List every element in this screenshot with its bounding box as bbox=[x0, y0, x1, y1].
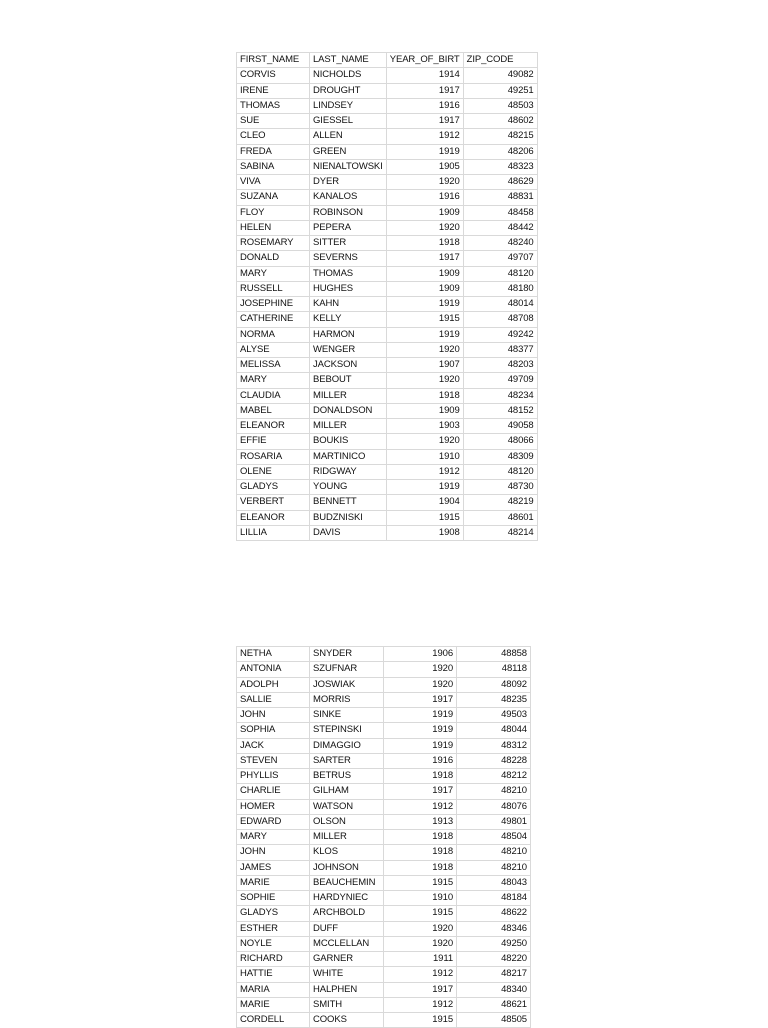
cell-last-name: ARCHBOLD bbox=[310, 906, 384, 921]
table-row bbox=[237, 525, 538, 540]
cell-first-name: NOYLE bbox=[237, 936, 310, 951]
cell-first-name: NORMA bbox=[237, 327, 310, 342]
cell-first-name: GLADYS bbox=[237, 480, 310, 495]
cell-first-name: ELEANOR bbox=[237, 419, 310, 434]
cell-first-name: CATHERINE bbox=[237, 312, 310, 327]
cell-zip-code: 48184 bbox=[457, 891, 531, 906]
cell-year-of-birth: 1915 bbox=[386, 312, 463, 327]
cell-zip-code: 48120 bbox=[463, 266, 537, 281]
cell-zip-code: 48858 bbox=[457, 647, 531, 662]
cell-first-name: FREDA bbox=[237, 144, 310, 159]
cell-zip-code: 48377 bbox=[463, 342, 537, 357]
cell-last-name: KAHN bbox=[310, 297, 387, 312]
cell-year-of-birth: 1917 bbox=[384, 692, 457, 707]
header-first-name: FIRST_NAME bbox=[237, 53, 310, 68]
cell-year-of-birth: 1915 bbox=[384, 906, 457, 921]
table-row bbox=[237, 175, 538, 190]
cell-zip-code: 48212 bbox=[457, 769, 531, 784]
table-row bbox=[237, 723, 531, 738]
table-row bbox=[237, 358, 538, 373]
cell-last-name: WHITE bbox=[310, 967, 384, 982]
cell-zip-code: 49251 bbox=[463, 83, 537, 98]
cell-year-of-birth: 1919 bbox=[386, 144, 463, 159]
cell-last-name: BEAUCHEMIN bbox=[310, 875, 384, 890]
table-row bbox=[237, 266, 538, 281]
cell-zip-code: 48240 bbox=[463, 236, 537, 251]
spreadsheet-table-bottom bbox=[236, 646, 531, 1028]
cell-zip-code: 48504 bbox=[457, 830, 531, 845]
cell-zip-code: 49250 bbox=[457, 936, 531, 951]
cell-first-name: MARIA bbox=[237, 982, 310, 997]
table-row bbox=[237, 738, 531, 753]
cell-year-of-birth: 1917 bbox=[386, 251, 463, 266]
cell-first-name: VIVA bbox=[237, 175, 310, 190]
cell-zip-code: 48621 bbox=[457, 997, 531, 1012]
cell-last-name: LINDSEY bbox=[310, 98, 387, 113]
table-body bbox=[237, 647, 531, 1028]
cell-last-name: KANALOS bbox=[310, 190, 387, 205]
cell-last-name: NIENALTOWSKI bbox=[310, 159, 387, 174]
cell-year-of-birth: 1911 bbox=[384, 952, 457, 967]
cell-year-of-birth: 1919 bbox=[384, 708, 457, 723]
table-row bbox=[237, 952, 531, 967]
cell-zip-code: 48708 bbox=[463, 312, 537, 327]
cell-zip-code: 49707 bbox=[463, 251, 537, 266]
cell-first-name: ADOLPH bbox=[237, 677, 310, 692]
table-row bbox=[237, 921, 531, 936]
cell-last-name: KELLY bbox=[310, 312, 387, 327]
cell-year-of-birth: 1916 bbox=[384, 753, 457, 768]
cell-first-name: PHYLLIS bbox=[237, 769, 310, 784]
cell-last-name: RIDGWAY bbox=[310, 464, 387, 479]
cell-zip-code: 48220 bbox=[457, 952, 531, 967]
cell-last-name: SARTER bbox=[310, 753, 384, 768]
cell-zip-code: 48346 bbox=[457, 921, 531, 936]
cell-zip-code: 49503 bbox=[457, 708, 531, 723]
cell-year-of-birth: 1905 bbox=[386, 159, 463, 174]
table-row bbox=[237, 83, 538, 98]
table-row bbox=[237, 769, 531, 784]
cell-year-of-birth: 1920 bbox=[386, 220, 463, 235]
table-row bbox=[237, 403, 538, 418]
table-row bbox=[237, 860, 531, 875]
cell-last-name: MILLER bbox=[310, 388, 387, 403]
header-last-name: LAST_NAME bbox=[310, 53, 387, 68]
cell-zip-code: 48076 bbox=[457, 799, 531, 814]
cell-first-name: JOHN bbox=[237, 708, 310, 723]
table-row bbox=[237, 464, 538, 479]
cell-last-name: SINKE bbox=[310, 708, 384, 723]
cell-last-name: MILLER bbox=[310, 419, 387, 434]
cell-zip-code: 48602 bbox=[463, 114, 537, 129]
cell-first-name: NETHA bbox=[237, 647, 310, 662]
cell-first-name: ROSARIA bbox=[237, 449, 310, 464]
table-row bbox=[237, 647, 531, 662]
table-row bbox=[237, 205, 538, 220]
cell-zip-code: 48210 bbox=[457, 784, 531, 799]
cell-year-of-birth: 1910 bbox=[384, 891, 457, 906]
cell-last-name: HARMON bbox=[310, 327, 387, 342]
cell-first-name: HELEN bbox=[237, 220, 310, 235]
cell-last-name: JOSWIAK bbox=[310, 677, 384, 692]
cell-last-name: SMITH bbox=[310, 997, 384, 1012]
cell-last-name: DROUGHT bbox=[310, 83, 387, 98]
cell-year-of-birth: 1920 bbox=[386, 373, 463, 388]
cell-zip-code: 48214 bbox=[463, 525, 537, 540]
cell-last-name: HARDYNIEC bbox=[310, 891, 384, 906]
cell-last-name: GREEN bbox=[310, 144, 387, 159]
cell-zip-code: 48066 bbox=[463, 434, 537, 449]
table-row bbox=[237, 281, 538, 296]
cell-last-name: ALLEN bbox=[310, 129, 387, 144]
cell-last-name: STEPINSKI bbox=[310, 723, 384, 738]
cell-year-of-birth: 1913 bbox=[384, 814, 457, 829]
cell-zip-code: 48228 bbox=[457, 753, 531, 768]
cell-last-name: WATSON bbox=[310, 799, 384, 814]
cell-year-of-birth: 1919 bbox=[386, 480, 463, 495]
cell-zip-code: 48235 bbox=[457, 692, 531, 707]
cell-year-of-birth: 1914 bbox=[386, 68, 463, 83]
cell-year-of-birth: 1918 bbox=[386, 388, 463, 403]
table-row bbox=[237, 190, 538, 205]
cell-zip-code: 48014 bbox=[463, 297, 537, 312]
table-row bbox=[237, 159, 538, 174]
cell-last-name: MORRIS bbox=[310, 692, 384, 707]
cell-year-of-birth: 1906 bbox=[384, 647, 457, 662]
cell-zip-code: 48458 bbox=[463, 205, 537, 220]
cell-year-of-birth: 1920 bbox=[384, 921, 457, 936]
cell-zip-code: 48215 bbox=[463, 129, 537, 144]
table-row bbox=[237, 419, 538, 434]
cell-zip-code: 48210 bbox=[457, 860, 531, 875]
table-row bbox=[237, 692, 531, 707]
cell-year-of-birth: 1908 bbox=[386, 525, 463, 540]
cell-last-name: KLOS bbox=[310, 845, 384, 860]
cell-first-name: ROSEMARY bbox=[237, 236, 310, 251]
cell-first-name: MABEL bbox=[237, 403, 310, 418]
cell-last-name: COOKS bbox=[310, 1013, 384, 1028]
cell-first-name: SUZANA bbox=[237, 190, 310, 205]
table-row bbox=[237, 830, 531, 845]
cell-first-name: STEVEN bbox=[237, 753, 310, 768]
cell-year-of-birth: 1918 bbox=[384, 860, 457, 875]
table-row bbox=[237, 144, 538, 159]
cell-zip-code: 48831 bbox=[463, 190, 537, 205]
cell-last-name: DYER bbox=[310, 175, 387, 190]
cell-last-name: BENNETT bbox=[310, 495, 387, 510]
cell-first-name: ELEANOR bbox=[237, 510, 310, 525]
cell-first-name: SALLIE bbox=[237, 692, 310, 707]
cell-year-of-birth: 1912 bbox=[384, 967, 457, 982]
cell-first-name: CHARLIE bbox=[237, 784, 310, 799]
table-row bbox=[237, 845, 531, 860]
cell-zip-code: 48234 bbox=[463, 388, 537, 403]
cell-first-name: JOSEPHINE bbox=[237, 297, 310, 312]
table-row bbox=[237, 814, 531, 829]
cell-last-name: GILHAM bbox=[310, 784, 384, 799]
table-row bbox=[237, 312, 538, 327]
cell-zip-code: 48092 bbox=[457, 677, 531, 692]
cell-zip-code: 48152 bbox=[463, 403, 537, 418]
cell-zip-code: 48503 bbox=[463, 98, 537, 113]
table-body bbox=[237, 53, 538, 541]
cell-first-name: MARIE bbox=[237, 997, 310, 1012]
cell-year-of-birth: 1904 bbox=[386, 495, 463, 510]
cell-year-of-birth: 1920 bbox=[386, 175, 463, 190]
cell-first-name: SOPHIA bbox=[237, 723, 310, 738]
cell-last-name: SEVERNS bbox=[310, 251, 387, 266]
cell-year-of-birth: 1915 bbox=[386, 510, 463, 525]
cell-year-of-birth: 1912 bbox=[384, 799, 457, 814]
cell-year-of-birth: 1912 bbox=[384, 997, 457, 1012]
cell-last-name: SITTER bbox=[310, 236, 387, 251]
header-zip-code: ZIP_CODE bbox=[463, 53, 537, 68]
table-row bbox=[237, 982, 531, 997]
cell-year-of-birth: 1919 bbox=[384, 723, 457, 738]
cell-last-name: NICHOLDS bbox=[310, 68, 387, 83]
table-row bbox=[237, 784, 531, 799]
cell-first-name: JAMES bbox=[237, 860, 310, 875]
table-row bbox=[237, 708, 531, 723]
cell-zip-code: 48340 bbox=[457, 982, 531, 997]
cell-first-name: MARY bbox=[237, 266, 310, 281]
cell-year-of-birth: 1920 bbox=[384, 662, 457, 677]
cell-year-of-birth: 1917 bbox=[386, 114, 463, 129]
cell-last-name: BUDZNISKI bbox=[310, 510, 387, 525]
table-row bbox=[237, 799, 531, 814]
cell-year-of-birth: 1920 bbox=[386, 434, 463, 449]
cell-first-name: THOMAS bbox=[237, 98, 310, 113]
cell-first-name: CLAUDIA bbox=[237, 388, 310, 403]
cell-first-name: JOHN bbox=[237, 845, 310, 860]
cell-first-name: CLEO bbox=[237, 129, 310, 144]
header-year-of-birth: YEAR_OF_BIRT bbox=[386, 53, 463, 68]
cell-first-name: OLENE bbox=[237, 464, 310, 479]
table-row bbox=[237, 662, 531, 677]
cell-year-of-birth: 1909 bbox=[386, 281, 463, 296]
cell-first-name: HATTIE bbox=[237, 967, 310, 982]
cell-zip-code: 48323 bbox=[463, 159, 537, 174]
cell-zip-code: 49709 bbox=[463, 373, 537, 388]
cell-last-name: HUGHES bbox=[310, 281, 387, 296]
table-row bbox=[237, 677, 531, 692]
cell-year-of-birth: 1918 bbox=[384, 845, 457, 860]
cell-first-name: SOPHIE bbox=[237, 891, 310, 906]
cell-last-name: PEPERA bbox=[310, 220, 387, 235]
cell-first-name: FLOY bbox=[237, 205, 310, 220]
cell-last-name: SZUFNAR bbox=[310, 662, 384, 677]
cell-first-name: RUSSELL bbox=[237, 281, 310, 296]
cell-zip-code: 48601 bbox=[463, 510, 537, 525]
table-row bbox=[237, 251, 538, 266]
cell-zip-code: 48309 bbox=[463, 449, 537, 464]
cell-year-of-birth: 1920 bbox=[384, 677, 457, 692]
cell-year-of-birth: 1909 bbox=[386, 403, 463, 418]
cell-last-name: BOUKIS bbox=[310, 434, 387, 449]
cell-zip-code: 48629 bbox=[463, 175, 537, 190]
cell-zip-code: 49082 bbox=[463, 68, 537, 83]
cell-year-of-birth: 1916 bbox=[386, 190, 463, 205]
table-row bbox=[237, 434, 538, 449]
cell-zip-code: 48043 bbox=[457, 875, 531, 890]
cell-year-of-birth: 1918 bbox=[386, 236, 463, 251]
cell-first-name: MARIE bbox=[237, 875, 310, 890]
table-row bbox=[237, 236, 538, 251]
cell-last-name: GARNER bbox=[310, 952, 384, 967]
cell-year-of-birth: 1907 bbox=[386, 358, 463, 373]
table-row bbox=[237, 480, 538, 495]
cell-first-name: RICHARD bbox=[237, 952, 310, 967]
table-row bbox=[237, 891, 531, 906]
cell-last-name: ROBINSON bbox=[310, 205, 387, 220]
cell-first-name: MELISSA bbox=[237, 358, 310, 373]
cell-first-name: ESTHER bbox=[237, 921, 310, 936]
cell-zip-code: 48219 bbox=[463, 495, 537, 510]
cell-first-name: VERBERT bbox=[237, 495, 310, 510]
cell-zip-code: 48622 bbox=[457, 906, 531, 921]
cell-last-name: MARTINICO bbox=[310, 449, 387, 464]
cell-zip-code: 48217 bbox=[457, 967, 531, 982]
spreadsheet-table-top bbox=[236, 52, 538, 541]
table-row bbox=[237, 997, 531, 1012]
cell-year-of-birth: 1915 bbox=[384, 1013, 457, 1028]
cell-first-name: HOMER bbox=[237, 799, 310, 814]
cell-last-name: SNYDER bbox=[310, 647, 384, 662]
cell-year-of-birth: 1920 bbox=[386, 342, 463, 357]
cell-year-of-birth: 1920 bbox=[384, 936, 457, 951]
table-row bbox=[237, 875, 531, 890]
cell-last-name: DUFF bbox=[310, 921, 384, 936]
cell-zip-code: 48210 bbox=[457, 845, 531, 860]
table-row bbox=[237, 129, 538, 144]
cell-last-name: DONALDSON bbox=[310, 403, 387, 418]
table-row bbox=[237, 510, 538, 525]
cell-zip-code: 48180 bbox=[463, 281, 537, 296]
table-row bbox=[237, 936, 531, 951]
cell-last-name: WENGER bbox=[310, 342, 387, 357]
cell-year-of-birth: 1909 bbox=[386, 266, 463, 281]
cell-zip-code: 48044 bbox=[457, 723, 531, 738]
cell-first-name: GLADYS bbox=[237, 906, 310, 921]
cell-first-name: ANTONIA bbox=[237, 662, 310, 677]
cell-year-of-birth: 1919 bbox=[386, 297, 463, 312]
cell-year-of-birth: 1909 bbox=[386, 205, 463, 220]
cell-first-name: MARY bbox=[237, 830, 310, 845]
table-row bbox=[237, 114, 538, 129]
header-row bbox=[237, 53, 538, 68]
cell-last-name: DAVIS bbox=[310, 525, 387, 540]
cell-zip-code: 48312 bbox=[457, 738, 531, 753]
cell-year-of-birth: 1915 bbox=[384, 875, 457, 890]
table-row bbox=[237, 967, 531, 982]
table-row bbox=[237, 495, 538, 510]
cell-year-of-birth: 1918 bbox=[384, 769, 457, 784]
cell-first-name: EDWARD bbox=[237, 814, 310, 829]
table-row bbox=[237, 327, 538, 342]
table-row bbox=[237, 906, 531, 921]
cell-year-of-birth: 1917 bbox=[384, 982, 457, 997]
cell-zip-code: 48118 bbox=[457, 662, 531, 677]
cell-first-name: JACK bbox=[237, 738, 310, 753]
cell-year-of-birth: 1912 bbox=[386, 464, 463, 479]
cell-year-of-birth: 1912 bbox=[386, 129, 463, 144]
cell-first-name: DONALD bbox=[237, 251, 310, 266]
cell-first-name: SABINA bbox=[237, 159, 310, 174]
cell-last-name: THOMAS bbox=[310, 266, 387, 281]
cell-last-name: OLSON bbox=[310, 814, 384, 829]
cell-last-name: DIMAGGIO bbox=[310, 738, 384, 753]
cell-year-of-birth: 1918 bbox=[384, 830, 457, 845]
table-row bbox=[237, 373, 538, 388]
cell-last-name: HALPHEN bbox=[310, 982, 384, 997]
cell-year-of-birth: 1910 bbox=[386, 449, 463, 464]
cell-last-name: MCCLELLAN bbox=[310, 936, 384, 951]
cell-zip-code: 48203 bbox=[463, 358, 537, 373]
table-row bbox=[237, 342, 538, 357]
cell-first-name: CORDELL bbox=[237, 1013, 310, 1028]
table-row bbox=[237, 753, 531, 768]
cell-first-name: ALYSE bbox=[237, 342, 310, 357]
cell-year-of-birth: 1919 bbox=[384, 738, 457, 753]
cell-zip-code: 48120 bbox=[463, 464, 537, 479]
cell-year-of-birth: 1916 bbox=[386, 98, 463, 113]
cell-first-name: CORVIS bbox=[237, 68, 310, 83]
cell-last-name: MILLER bbox=[310, 830, 384, 845]
cell-year-of-birth: 1917 bbox=[386, 83, 463, 98]
cell-zip-code: 48730 bbox=[463, 480, 537, 495]
cell-last-name: BEBOUT bbox=[310, 373, 387, 388]
cell-year-of-birth: 1919 bbox=[386, 327, 463, 342]
cell-zip-code: 49242 bbox=[463, 327, 537, 342]
cell-zip-code: 48442 bbox=[463, 220, 537, 235]
table-row bbox=[237, 388, 538, 403]
cell-first-name: SUE bbox=[237, 114, 310, 129]
cell-zip-code: 48505 bbox=[457, 1013, 531, 1028]
cell-first-name: EFFIE bbox=[237, 434, 310, 449]
table-row bbox=[237, 1013, 531, 1028]
table-row bbox=[237, 98, 538, 113]
cell-first-name: LILLIA bbox=[237, 525, 310, 540]
cell-last-name: JACKSON bbox=[310, 358, 387, 373]
cell-zip-code: 49801 bbox=[457, 814, 531, 829]
cell-last-name: BETRUS bbox=[310, 769, 384, 784]
cell-last-name: YOUNG bbox=[310, 480, 387, 495]
table-row bbox=[237, 449, 538, 464]
cell-last-name: JOHNSON bbox=[310, 860, 384, 875]
cell-first-name: IRENE bbox=[237, 83, 310, 98]
table-row bbox=[237, 68, 538, 83]
cell-last-name: GIESSEL bbox=[310, 114, 387, 129]
cell-zip-code: 49058 bbox=[463, 419, 537, 434]
table-row bbox=[237, 220, 538, 235]
cell-year-of-birth: 1903 bbox=[386, 419, 463, 434]
cell-zip-code: 48206 bbox=[463, 144, 537, 159]
cell-first-name: MARY bbox=[237, 373, 310, 388]
table-row bbox=[237, 297, 538, 312]
cell-year-of-birth: 1917 bbox=[384, 784, 457, 799]
